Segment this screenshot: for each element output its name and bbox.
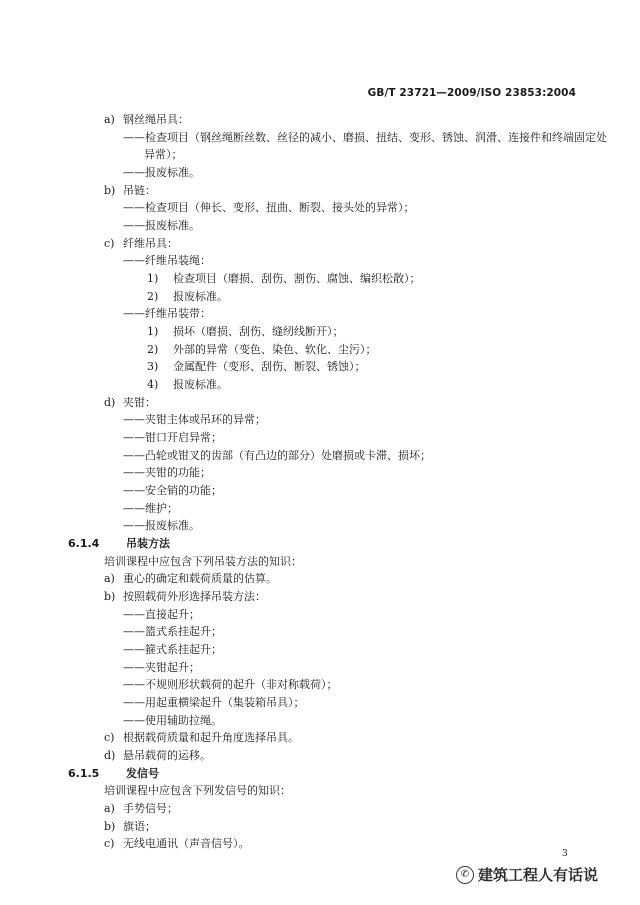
list-marker: a) xyxy=(104,802,115,815)
text-line xyxy=(123,201,415,215)
line-text: 吊链： xyxy=(123,184,156,197)
line-text: ——报废标准。 xyxy=(123,519,200,532)
text-line xyxy=(104,113,189,127)
list-marker: 1) xyxy=(147,325,159,338)
list-marker: b) xyxy=(104,590,116,603)
line-text: ——夹钳的功能； xyxy=(123,466,211,479)
line-text: ——报废标准。 xyxy=(123,166,200,179)
text-line xyxy=(104,590,266,604)
line-text: ——纤维吊装带： xyxy=(123,307,211,320)
line-text: 手势信号； xyxy=(123,802,178,815)
text-line xyxy=(123,484,222,498)
line-text: 检查项目（磨损、刮伤、割伤、腐蚀、编织松散）； xyxy=(173,272,421,285)
text-line xyxy=(104,731,299,745)
text-line xyxy=(104,572,277,586)
text-line xyxy=(123,166,200,180)
line-text: ——用起重横梁起升（集装箱吊具）； xyxy=(123,696,305,709)
section-number: 6.1.4 xyxy=(68,537,100,550)
text-line xyxy=(123,608,200,622)
text-line xyxy=(147,325,344,339)
line-text: 培训课程中应包含下列发信号的知识： xyxy=(104,784,291,797)
list-marker: 3) xyxy=(147,360,159,373)
line-text: ——不规则形状载荷的起升（非对称载荷）； xyxy=(123,678,338,691)
line-text: ——凸轮或钳叉的齿部（有凸边的部分）处磨损或卡滞、损坏； xyxy=(123,449,431,462)
line-text: ——篮式系挂起升； xyxy=(123,625,222,638)
text-line xyxy=(104,555,302,569)
section-heading xyxy=(68,767,159,781)
list-marker: d) xyxy=(104,749,116,762)
line-text: ——纤维吊装绳： xyxy=(123,254,211,267)
list-marker: b) xyxy=(104,184,116,197)
text-line xyxy=(104,784,291,798)
text-line xyxy=(104,749,211,763)
line-text: ——钳口开启异常； xyxy=(123,431,222,444)
text-line xyxy=(123,502,178,516)
list-marker: c) xyxy=(104,731,115,744)
list-marker: c) xyxy=(104,237,115,250)
text-line xyxy=(104,237,178,251)
line-text: 无线电通讯（声音信号）。 xyxy=(123,837,250,850)
line-text: ——夹钳起升； xyxy=(123,661,200,674)
line-text: ——箍式系挂起升； xyxy=(123,643,222,656)
text-line xyxy=(123,661,200,675)
line-text: 损坏（磨损、刮伤、缝纫线断开）； xyxy=(173,325,344,338)
text-line xyxy=(123,307,211,321)
text-line xyxy=(147,290,228,304)
line-text: 悬吊载荷的运移。 xyxy=(123,749,211,762)
list-marker: 2) xyxy=(147,343,159,356)
line-text: 异常）； xyxy=(144,148,183,161)
line-text: 外部的异常（变色、染色、软化、尘污）； xyxy=(173,343,377,356)
text-line xyxy=(123,696,305,710)
line-text: 旗语； xyxy=(123,820,156,833)
section-number: 6.1.5 xyxy=(68,767,100,780)
text-line xyxy=(147,378,228,392)
line-text: 夹钳： xyxy=(123,396,156,409)
text-line xyxy=(147,272,421,286)
line-text: 报废标准。 xyxy=(173,290,228,303)
list-marker: 1) xyxy=(147,272,159,285)
text-line xyxy=(144,148,183,162)
text-line xyxy=(147,343,377,357)
line-text: 金属配件（变形、刮伤、断裂、锈蚀）； xyxy=(173,360,366,373)
list-marker: a) xyxy=(104,113,115,126)
line-text: ——直接起升； xyxy=(123,608,200,621)
line-text: 重心的确定和载荷质量的估算。 xyxy=(123,572,277,585)
line-text: 培训课程中应包含下列吊装方法的知识： xyxy=(104,555,302,568)
line-text: ——维护； xyxy=(123,502,178,515)
text-line xyxy=(123,519,200,533)
text-line xyxy=(123,131,607,145)
text-line xyxy=(147,360,366,374)
line-text: 发信号 xyxy=(126,767,159,780)
text-line xyxy=(123,431,222,445)
text-line xyxy=(123,678,338,692)
line-text: 按照载荷外形选择吊装方法： xyxy=(123,590,266,603)
watermark xyxy=(456,864,598,885)
line-text: ——使用辅助拉绳。 xyxy=(123,714,222,727)
text-line xyxy=(104,837,250,851)
text-line xyxy=(123,625,222,639)
line-text: 吊装方法 xyxy=(126,537,170,550)
line-text: 根据载荷质量和起升角度选择吊具。 xyxy=(123,731,299,744)
text-line xyxy=(123,449,431,463)
text-line xyxy=(104,802,178,816)
line-text: ——检查项目（钢丝绳断丝数、丝径的减小、磨损、扭结、变形、锈蚀、润滑、连接件和终端固定处 xyxy=(123,131,607,144)
text-line xyxy=(123,219,200,233)
text-line xyxy=(123,413,266,427)
line-text: 报废标准。 xyxy=(173,378,228,391)
section-heading xyxy=(68,537,170,551)
page-number: 3 xyxy=(562,849,568,859)
list-marker: a) xyxy=(104,572,115,585)
line-text: 纤维吊具： xyxy=(123,237,178,250)
list-marker: 4) xyxy=(147,378,159,391)
standard-number: GB/T 23721—2009/ISO 23853:2004 xyxy=(367,87,576,99)
text-line xyxy=(104,184,156,198)
line-text: ——夹钳主体或吊环的异常； xyxy=(123,413,266,426)
wechat-icon: ✆ xyxy=(456,866,474,884)
list-marker: d) xyxy=(104,396,116,409)
text-line xyxy=(104,396,156,410)
line-text: ——安全销的功能； xyxy=(123,484,222,497)
watermark-text: 建筑工程人有话说 xyxy=(478,866,599,884)
text-line xyxy=(123,254,211,268)
text-line xyxy=(123,466,211,480)
text-line xyxy=(123,643,222,657)
list-marker: b) xyxy=(104,820,116,833)
list-marker: 2) xyxy=(147,290,159,303)
line-text: 钢丝绳吊具： xyxy=(123,113,189,126)
line-text: ——检查项目（伸长、变形、扭曲、断裂、接头处的异常）； xyxy=(123,201,415,214)
text-line xyxy=(104,820,156,834)
list-marker: c) xyxy=(104,837,115,850)
line-text: ——报废标准。 xyxy=(123,219,200,232)
text-line xyxy=(123,714,222,728)
